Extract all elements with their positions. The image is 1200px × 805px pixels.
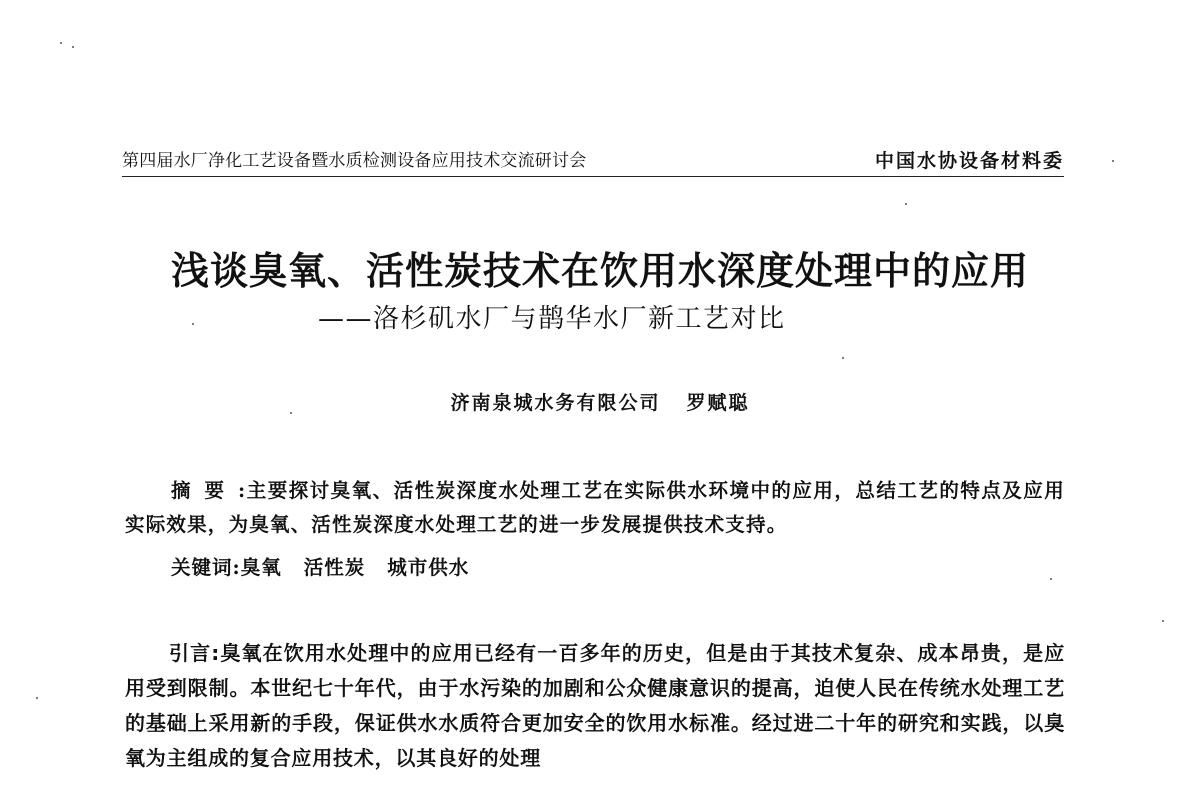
scan-speck — [36, 697, 38, 699]
scan-speck — [1112, 160, 1114, 162]
paper-subtitle: ——洛杉矶水厂与鹊华水厂新工艺对比 — [318, 304, 786, 334]
conference-name: 第四届水厂净化工艺设备暨水质检测设备应用技术交流研讨会 — [122, 151, 587, 171]
introduction-label: 引言: — [169, 641, 221, 665]
introduction-text: 臭氧在饮用水处理中的应用已经有一百多年的历史，但是由于其技术复杂、成本昂贵，是应用受到限制。本世纪七十年代，由于水污染的加剧和公众健康意识的提高，迫使人民在传统水处理工艺的基础上采用新的手段，保证供水水质符合更加安全的饮用水标准。经过进二十年的研究和实践，以臭氧为主组成的复合应用技术，以其良好的处理 — [125, 641, 1065, 770]
affiliation: 济南泉城水务有限公司 — [450, 392, 661, 414]
scan-speck — [72, 46, 74, 48]
scan-speck — [905, 203, 907, 205]
keywords — [171, 552, 491, 580]
scan-speck — [60, 42, 62, 44]
author-name: 罗赋聪 — [686, 392, 750, 414]
running-header — [122, 146, 1064, 177]
scan-speck — [290, 412, 292, 414]
abstract — [125, 474, 1065, 542]
organizer-name: 中国水协设备材料委 — [874, 150, 1064, 172]
byline — [0, 388, 1200, 415]
keyword-item: 臭氧 — [240, 556, 282, 579]
abstract-text: 主要探讨臭氧、活性炭深度水处理工艺在实际供水环境中的应用，总结工艺的特点及应用实际效果，为臭氧、活性炭深度水处理工艺的进一步发展提供技术支持。 — [125, 479, 1065, 536]
scan-speck — [1050, 578, 1052, 580]
paper-title: 浅谈臭氧、活性炭技术在饮用水深度处理中的应用 — [170, 249, 1029, 293]
keyword-item: 活性炭 — [303, 556, 366, 579]
introduction — [125, 636, 1065, 776]
scan-speck — [1162, 620, 1164, 622]
scan-speck — [192, 323, 194, 325]
abstract-label: 摘要 — [171, 479, 239, 502]
keyword-item: 城市供水 — [387, 556, 470, 579]
abstract-colon: : — [238, 479, 247, 502]
keywords-label: 关键词: — [171, 556, 241, 579]
scan-speck — [842, 357, 844, 359]
